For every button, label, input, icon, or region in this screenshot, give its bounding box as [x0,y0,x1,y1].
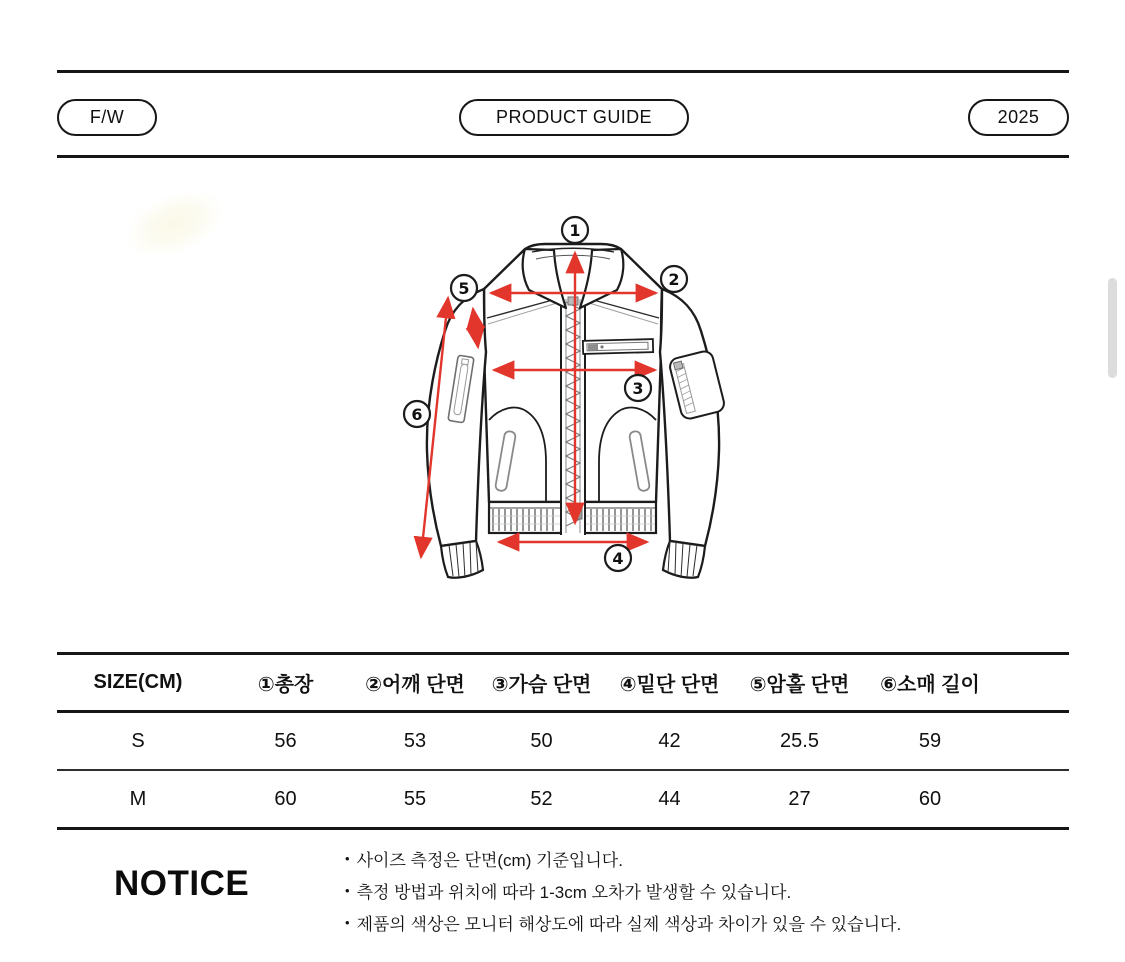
col-header-armhole: ⑤암홀 단면 [749,674,850,696]
bullet-icon: • [345,882,350,898]
chest-zip-pocket [583,339,653,354]
scrollbar-thumb[interactable] [1108,278,1117,378]
col-header-total-length: ①총장 [257,674,314,696]
product-guide-badge-label: PRODUCT GUIDE [496,107,652,127]
value-cell: 60 [918,787,942,810]
value-cell: 55 [403,787,427,810]
notice-item [345,842,901,874]
size-table [57,652,1069,830]
product-guide-badge [459,99,689,136]
header-bottom-rule [57,155,1069,158]
table-bottom-rule [57,827,1069,830]
value-cell: 59 [918,729,942,752]
col-header-chest: ③가슴 단면 [491,674,592,696]
bullet-icon: • [345,914,350,930]
jacket-cuffs [441,541,705,578]
value-cell: 44 [658,787,681,810]
notice-item [345,906,901,938]
season-badge [57,99,157,136]
marker-3 [625,375,651,401]
value-cell: 27 [788,787,811,810]
value-cell: 25.5 [780,729,819,752]
jacket-measurement-diagram [380,195,760,595]
marker-2 [661,266,687,292]
bullet-icon: • [345,850,350,866]
col-header-sleeve: ⑥소매 길이 [880,674,980,696]
notice-item-text: 제품의 색상은 모니터 해상도에 따라 실제 색상과 차이가 있을 수 있습니다. [356,914,902,934]
value-cell: 53 [403,729,427,752]
notice-list [345,842,901,938]
svg-text:4: 4 [612,549,624,568]
svg-text:5: 5 [458,279,470,298]
notice-title: NOTICE [114,864,250,903]
col-header-hem: ④밑단 단면 [619,674,720,696]
marker-4 [605,545,631,571]
svg-text:3: 3 [632,379,644,398]
table-row-m [57,771,1069,827]
marker-5 [451,275,477,301]
notice-item-text: 사이즈 측정은 단면(cm) 기준입니다. [356,850,623,870]
value-cell: 52 [530,787,553,810]
svg-text:1: 1 [569,221,581,240]
top-rule [57,70,1069,73]
notice-item [345,874,901,906]
col-header-size: SIZE(CM) [93,671,183,693]
notice-item-text: 측정 방법과 위치에 따라 1-3cm 오차가 발생할 수 있습니다. [356,882,792,902]
size-label: M [129,787,147,810]
value-cell: 60 [274,787,297,810]
col-header-shoulder: ②어깨 단면 [365,674,465,696]
svg-text:2: 2 [668,270,680,289]
value-cell: 42 [658,729,681,752]
jacket-zipper [561,296,585,535]
table-row-s [57,713,1069,769]
value-cell: 56 [274,729,297,752]
size-label: S [131,729,145,752]
value-cell: 50 [530,729,553,752]
year-badge-label: 2025 [997,107,1040,127]
marker-6 [404,401,430,427]
marker-1 [562,217,588,243]
table-header-row [57,655,1069,710]
paper-smudge [115,177,235,272]
year-badge [968,99,1069,136]
svg-text:6: 6 [411,405,423,424]
season-badge-label: F/W [89,107,125,127]
